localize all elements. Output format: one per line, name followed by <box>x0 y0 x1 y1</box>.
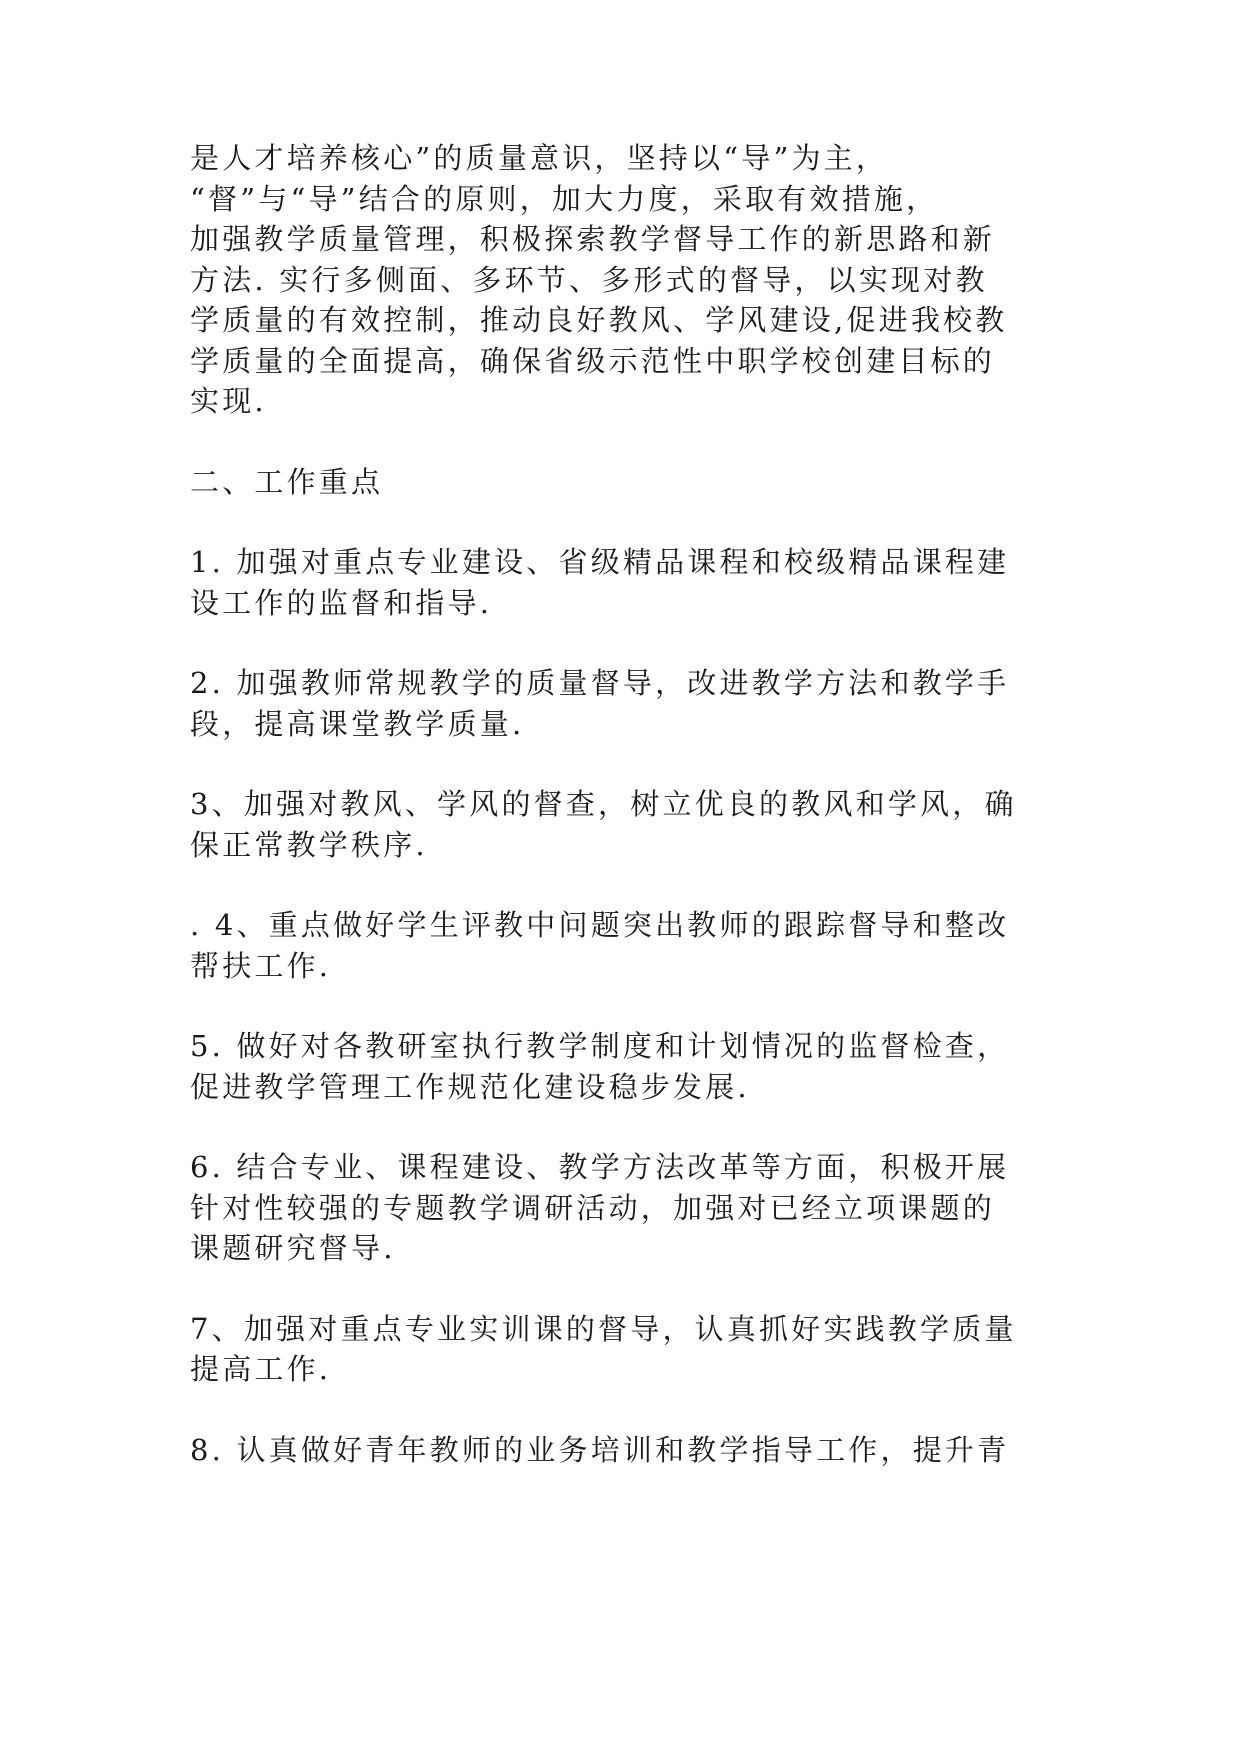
text-line: 加强教学质量管理，积极探索教学督导工作的新思路和新 <box>190 222 996 256</box>
text-line: 帮扶工作. <box>190 948 332 983</box>
text-line: 保正常教学秩序. <box>190 827 428 862</box>
text-line: 1. 加强对重点专业建设、省级精品课程和校级精品课程建 <box>190 545 1010 579</box>
text-line: 8. 认真做好青年教师的业务培训和教学指导工作，提升青 <box>190 1432 1010 1467</box>
text-line: 段，提高课堂教学质量. <box>190 706 525 741</box>
text-line: 7、加强对重点专业实训课的督导，认真抓好实践教学质量 <box>190 1311 1017 1346</box>
text-line: 2. 加强教师常规教学的质量督导，改进教学方法和教学手 <box>190 666 1010 700</box>
list-item-4 <box>190 905 1060 986</box>
text-line: . 4、重点做好学生评教中问题突出教师的跟踪督导和整改 <box>190 908 1010 942</box>
text-line: 促进教学管理工作规范化建设稳步发展. <box>190 1069 750 1104</box>
document-body <box>190 138 1060 1510</box>
text-line: 学质量的全面提高，确保省级示范性中职学校创建目标的 <box>190 343 996 378</box>
list-item-8 <box>190 1430 1060 1471</box>
list-item-6 <box>190 1147 1060 1269</box>
text-line: 课题研究督导. <box>190 1231 396 1265</box>
text-line: 3、加强对教风、学风的督查，树立优良的教风和学风，确 <box>190 787 1017 821</box>
text-line: 提高工作. <box>190 1352 332 1386</box>
list-item-1 <box>190 542 1060 623</box>
text-line: 是人才培养核心”的质量意识，坚持以“导”为主， <box>190 141 889 175</box>
text-line: 学质量的有效控制，推动良好教风、学风建设,促进我校教 <box>190 303 1008 337</box>
text-line: 6. 结合专业、课程建设、教学方法改革等方面，积极开展 <box>190 1150 1010 1184</box>
list-item-3 <box>190 784 1060 865</box>
text-line: 实现. <box>190 384 267 418</box>
text-line: 方法. 实行多侧面、多环节、多形式的督导，以实现对教 <box>190 262 988 297</box>
text-line: 设工作的监督和指导. <box>190 585 493 620</box>
text-line: “督”与“导”结合的原则，加大力度，采取有效措施， <box>190 181 939 216</box>
text-line: 5. 做好对各教研室执行教学制度和计划情况的监督检查， <box>190 1029 1010 1063</box>
section-heading-text: 二、工作重点 <box>190 464 384 499</box>
list-item-5 <box>190 1026 1060 1107</box>
text-line: 针对性较强的专题教学调研活动，加强对已经立项课题的 <box>190 1190 996 1225</box>
intro-paragraph <box>190 138 1060 422</box>
list-item-2 <box>190 663 1060 744</box>
section-heading <box>190 462 1060 503</box>
list-item-7 <box>190 1309 1060 1390</box>
